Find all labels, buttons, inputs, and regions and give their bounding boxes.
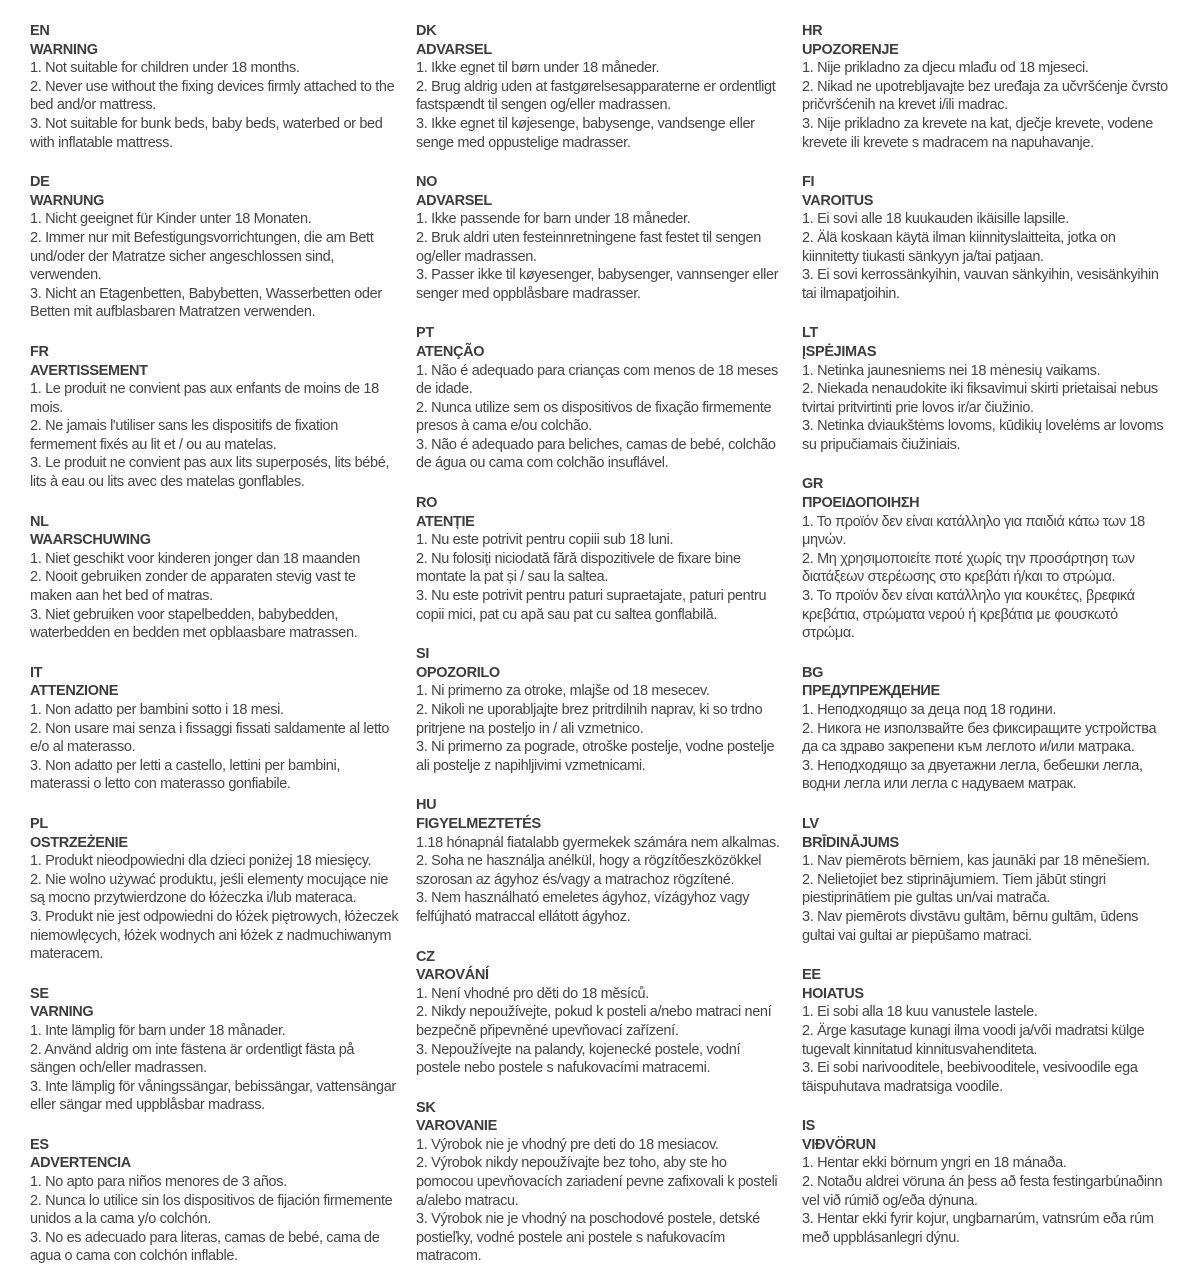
warning-item: 1. Inte lämplig för barn under 18 månader. (30, 1022, 286, 1039)
language-code: SE (30, 985, 49, 1002)
warning-item: 2. Nikad ne upotrebljavajte bez uređaja za učvršćenje čvrsto pričvršćenih na krevet i/ili madrac. (802, 78, 1168, 114)
warning-item: 2. Bruk aldri uten festeinnretningene fast festet til sengen og/eller madrassen. (416, 229, 761, 265)
warning-section-si (416, 645, 786, 775)
warning-item: 2. Non usare mai senza i fissaggi fissati saldamente al letto e/o al materasso. (30, 720, 390, 756)
warning-item: 2. Nikoli ne uporabljajte brez pritrdilnih naprav, ki so trdno pritrjene na posteljo in / ali vzmetnico. (416, 702, 763, 737)
warning-heading: WAARSCHUWING (30, 532, 151, 549)
warning-item: 1. Není vhodné pro děti do 18 měsíců. (416, 985, 649, 1002)
language-code: FI (802, 174, 815, 191)
warning-heading: VAROVÁNÍ (416, 967, 489, 984)
warning-item: 1. Το προϊόν δεν είναι κατάλληλο για παιδιά κάτω των 18 μηνών. (802, 513, 1145, 549)
warning-section-en (30, 22, 400, 152)
warning-heading: FIGYELMEZTETÉS (416, 815, 541, 832)
warning-item: 3. Nicht an Etagenbetten, Babybetten, Wasserbetten oder Betten mit aufblasbaren Matratzen verwenden. (30, 285, 382, 321)
warning-item: 3. Ni primerno za pograde, otroške postelje, vodne postelje ali postelje z napihljivimi vzmetnicami. (416, 739, 775, 774)
warning-item: 3. Ei sovi kerrossänkyihin, vauvan sänkyihin, vesisänkyihin tai ilmapatjoihin. (802, 267, 1159, 302)
warning-heading: WARNUNG (30, 192, 105, 209)
warning-item: 1. Le produit ne convient pas aux enfants de moins de 18 mois. (30, 381, 379, 416)
warning-item: 1. Produkt nieodpowiedni dla dzieci poniżej 18 miesięcy. (30, 853, 372, 870)
column-1 (30, 22, 400, 1265)
warning-heading: ATENȚIE (416, 513, 475, 530)
warning-section-cz (416, 948, 786, 1078)
warning-heading: VIÐVÖRUN (802, 1136, 876, 1153)
warning-section-dk (416, 22, 786, 152)
warning-item: 3. Nav piemērots divstāvu gultām, bērnu gultām, ūdens gultai vai gultai ar piepūšamo matraci. (802, 908, 1139, 944)
warning-item: 3. Ikke egnet til køjesenge, babysenge, vandsenge eller senge med oppustelige madrasser. (416, 115, 755, 151)
warning-item: 1. Nu este potrivit pentru copiii sub 18 luni. (416, 532, 674, 549)
language-code: SI (416, 646, 429, 663)
language-code: PT (416, 325, 434, 342)
warning-item: 3. Produkt nie jest odpowiedni do łóżek piętrowych, łóżeczek niemowlęcych, łóżek wodnych ani łóżek z nadmuchiwanym materacem. (30, 908, 399, 963)
language-code: DE (30, 174, 50, 191)
warning-item: 1.18 hónapnál fiatalabb gyermekek számára nem alkalmas. (416, 834, 780, 851)
warning-item: 3. Ei sobi narivooditele, beebivooditele, vesivoodile ega täispuhutava madratsiga voodile. (802, 1060, 1138, 1095)
language-code: LT (802, 325, 818, 342)
warning-heading: WARNING (30, 41, 98, 58)
warning-section-pl (30, 815, 400, 964)
warning-item: 2. Ärge kasutage kunagi ilma voodi ja/või madratsi külge tugevalt kinnitatud kinnitusvahenditeta. (802, 1022, 1145, 1058)
warning-item: 2. Nikdy nepoužívejte, pokud k posteli a/nebo matraci není bezpečně připevněné upevňovací zařízení. (416, 1004, 772, 1039)
warning-item: 1. Výrobok nie je vhodný pre deti do 18 mesiacov. (416, 1136, 719, 1153)
warning-item: 3. Nije prikladno za krevete na kat, dječje krevete, vodene krevete ili krevete s madracem na napuhavanje. (802, 115, 1153, 151)
warning-item: 2. Nunca lo utilice sin los dispositivos de fijación firmemente unidos a la cama y/o colchón. (30, 1192, 393, 1228)
warning-section-lv (802, 815, 1172, 945)
warning-heading: ADVERTENCIA (30, 1155, 131, 1172)
language-code: PL (30, 815, 48, 832)
warning-item: 2. Nooit gebruiken zonder de apparaten stevig vast te maken aan het bed of matras. (30, 569, 356, 605)
warning-item: 2. Immer nur mit Befestigungsvorrichtungen, die am Bett und/oder der Matratze sicher angeschlossen sind, verwenden. (30, 229, 374, 284)
warning-section-fi (802, 173, 1172, 303)
warning-section-ro (416, 494, 786, 624)
warning-item: 1. Netinka jaunesniems nei 18 mėnesių vaikams. (802, 362, 1101, 379)
warning-section-no (416, 173, 786, 303)
warning-item: 3. Netinka dviaukštėms lovoms, kūdikių lovelėms ar lovoms su pripučiamais čiužiniais. (802, 418, 1164, 453)
warning-section-nl (30, 513, 400, 643)
language-code: CZ (416, 948, 435, 965)
language-code: HU (416, 797, 437, 814)
warning-item: 3. Le produit ne convient pas aux lits superposés, lits bébé, lits à eau ou lits avec des matelas gonflables. (30, 455, 390, 491)
warning-section-pt (416, 324, 786, 473)
warning-item: 2. Nunca utilize sem os dispositivos de fixação firmemente presos à cama e/ou colchão. (416, 399, 772, 435)
warning-heading: OPOZORILO (416, 664, 500, 681)
warning-section-se (30, 985, 400, 1115)
warning-item: 3. No es adecuado para literas, camas de bebé, cama de agua o cama con colchón inflable. (30, 1229, 380, 1265)
column-2 (416, 22, 786, 1265)
language-code: FR (30, 343, 49, 360)
warning-heading: ADVARSEL (416, 41, 492, 58)
warning-item: 3. Výrobok nie je vhodný na poschodové postele, detské postieľky, vodné postele ani postele s nafukovacím matracom. (416, 1211, 760, 1265)
warning-heading: ADVARSEL (416, 192, 492, 209)
warning-item: 3. Niet gebruiken voor stapelbedden, babybedden, waterbedden en bedden met opblaasbare matrassen. (30, 606, 358, 642)
warning-item: 2. Nelietojiet bez stiprinājumiem. Tiem jābūt stingri piestiprinātiem pie gultas un/vai matrača. (802, 871, 1106, 907)
warning-heading: HOIATUS (802, 985, 864, 1002)
warning-item: 3. Not suitable for bunk beds, baby beds, waterbed or bed with inflatable mattress. (30, 115, 383, 151)
warning-heading: OSTRZEŻENIE (30, 834, 128, 851)
warning-item: 3. Nu este potrivit pentru paturi supraetajate, paturi pentru copii mici, pat cu apă sau pat cu saltea gonflabilă. (416, 588, 767, 623)
warning-section-hu (416, 796, 786, 926)
warning-item: 1. Ni primerno za otroke, mlajše od 18 mesecev. (416, 683, 710, 700)
warning-item: 3. Inte lämplig för våningssängar, bebissängar, vattensängar eller sängar med uppblåsbar madrass. (30, 1078, 396, 1114)
warning-item: 1. Ei sobi alla 18 kuu vanustele lastele. (802, 1004, 1038, 1021)
language-code: SK (416, 1099, 436, 1116)
warning-item: 1. Nicht geeignet für Kinder unter 18 Monaten. (30, 211, 312, 228)
warning-item: 1. Not suitable for children under 18 months. (30, 60, 300, 77)
warning-section-bg (802, 664, 1172, 794)
language-code: IT (30, 664, 43, 681)
warning-heading: ΠΡΟΕΙΔΟΠΟΙΗΣΗ (802, 495, 920, 512)
warning-item: 2. Soha ne használja anélkül, hogy a rögzítőeszközökkel szorosan az ágyhoz és/vagy a matrachoz rögzítené. (416, 853, 762, 888)
warning-item: 2. Never use without the fixing devices firmly attached to the bed and/or mattress. (30, 78, 395, 114)
warning-item: 2. Nie wolno używać produktu, jeśli elementy mocujące nie są mocno przytwierdzone do łóżeczka i/lub materaca. (30, 871, 389, 907)
warning-heading: ATENÇÃO (416, 343, 485, 360)
warning-section-is (802, 1117, 1172, 1247)
warning-item: 2. Výrobok nikdy nepoužívajte bez toho, aby ste ho pomocou upevňovacích zariadení pevne zafixovali k posteli a/alebo matracu. (416, 1155, 778, 1209)
warning-heading: AVERTISSEMENT (30, 362, 148, 379)
language-code: IS (802, 1118, 815, 1135)
warning-section-gr (802, 475, 1172, 642)
warning-section-hr (802, 22, 1172, 152)
warning-item: 2. Μη χρησιμοποιείτε ποτέ χωρίς την προσάρτηση των διατάξεων στερέωσης στο κρεβάτι ή/και το στρώμα. (802, 550, 1135, 586)
language-code: NO (416, 174, 438, 191)
warning-heading: BRĪDINĀJUMS (802, 834, 899, 851)
language-code: ES (30, 1136, 49, 1153)
warning-item: 3. Nepoužívejte na palandy, kojenecké postele, vodní postele nebo postele s nafukovacími matracemi. (416, 1041, 741, 1077)
language-code: EN (30, 23, 50, 39)
warning-item: 3. Hentar ekki fyrir kojur, ungbarnarúm, vatnsrúm eða rúm með uppblásanlegri dýnu. (802, 1211, 1154, 1246)
warning-heading: VAROVANIE (416, 1118, 497, 1135)
language-code: HR (802, 23, 823, 39)
warning-item: 2. Niekada nenaudokite iki fiksavimui skirti prietaisai nebus tvirtai pritvirtinti prie lovos ir/ar čiužinio. (802, 381, 1158, 416)
language-code: EE (802, 967, 821, 984)
warning-item: 3. Non adatto per letti a castello, lettini per bambini, materassi o letto con materasso gonfiabile. (30, 757, 341, 793)
warning-section-sk (416, 1099, 786, 1266)
warning-item: 3. Неподходящо за двуетажни легла, бебешки легла, водни легла или легла с надуваем матрак. (802, 757, 1143, 793)
warning-item: 1. Não é adequado para crianças com menos de 18 meses de idade. (416, 362, 778, 398)
warning-section-lt (802, 324, 1172, 454)
warning-item: 3. Το προϊόν δεν είναι κατάλληλο για κουκέτες, βρεφικά κρεβάτια, στρώματα νερού ή κρεβάτια με φουσκωτό στρώμα. (802, 588, 1135, 642)
warning-item: 1. Niet geschikt voor kinderen jonger dan 18 maanden (30, 550, 361, 567)
warning-item: 3. Nem használható emeletes ágyhoz, vízágyhoz vagy felfújható matraccal ellátott ágyhoz. (416, 890, 750, 925)
warning-item: 1. Nije prikladno za djecu mlađu od 18 mjeseci. (802, 60, 1089, 77)
warning-item: 3. Não é adequado para beliches, camas de bebé, colchão de água ou cama com colchão insuflável. (416, 436, 776, 472)
warning-item: 1. Неподходящо за деца под 18 години. (802, 702, 1057, 718)
warning-heading: ĮSPĖJIMAS (802, 343, 877, 360)
warning-section-ee (802, 966, 1172, 1096)
warning-section-de (30, 173, 400, 322)
warning-heading: VAROITUS (802, 192, 874, 209)
warning-item: 1. Ei sovi alle 18 kuukauden ikäisille lapsille. (802, 211, 1069, 228)
column-3 (802, 22, 1172, 1246)
warning-item: 1. No apto para niños menores de 3 años. (30, 1174, 287, 1191)
warning-item: 1. Ikke passende for barn under 18 måneder. (416, 211, 691, 228)
warning-section-it (30, 664, 400, 794)
warning-section-es (30, 1136, 400, 1266)
warning-item: 1. Nav piemērots bērniem, kas jaunāki par 18 mēnešiem. (802, 853, 1150, 870)
warning-item: 2. Ne jamais l'utiliser sans les dispositifs de fixation fermement fixés au lit et / ou au matelas. (30, 418, 338, 453)
warning-item: 1. Non adatto per bambini sotto i 18 mesi. (30, 702, 284, 718)
warning-item: 1. Ikke egnet til børn under 18 måneder. (416, 60, 660, 77)
warning-item: 2. Brug aldrig uden at fastgørelsesapparaterne er ordentligt fastspændt til sengen og/eller madrassen. (416, 78, 776, 114)
language-code: DK (416, 23, 437, 39)
language-code: NL (30, 513, 49, 530)
language-code: RO (416, 495, 438, 512)
warning-heading: ПРЕДУПРЕЖДЕНИЕ (802, 683, 940, 700)
warning-item: 2. Notaðu aldrei vöruna án þess að festa festingarbúnaðinn vel við rúmið og/eða dýnuna. (802, 1174, 1163, 1209)
warning-item: 2. Använd aldrig om inte fästena är ordentligt fästa på sängen och/eller madrassen. (30, 1041, 355, 1077)
warning-item: 2. Älä koskaan käytä ilman kiinnityslaitteita, jotka on kiinnitetty tiukasti sänkyyn ja/tai patjaan. (802, 229, 1116, 265)
language-code: LV (802, 815, 819, 832)
warning-item: 3. Passer ikke til køyesenger, babysenger, vannsenger eller senger med oppblåsbare madrasser. (416, 267, 779, 302)
warning-item: 1. Hentar ekki börnum yngri en 18 mánaða. (802, 1155, 1067, 1172)
warning-section-fr (30, 343, 400, 492)
language-code: GR (802, 476, 824, 493)
language-code: BG (802, 664, 824, 681)
warning-heading: UPOZORENJE (802, 41, 899, 58)
warning-item: 2. Nu folosiți niciodată fără dispozitivele de fixare bine montate la pat și / sau la saltea. (416, 550, 741, 586)
warning-heading: VARNING (30, 1004, 94, 1021)
warning-heading: ATTENZIONE (30, 683, 119, 700)
warning-item: 2. Никога не използвайте без фиксиращите устройства да са здраво закрепени към леглото и/или матрака. (802, 720, 1157, 756)
